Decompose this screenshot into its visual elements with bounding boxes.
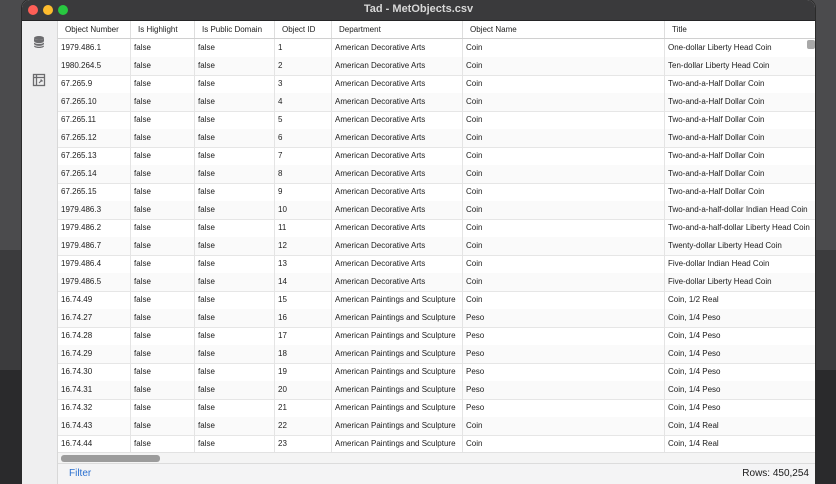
table-cell[interactable]: Coin bbox=[463, 57, 665, 75]
table-cell[interactable]: false bbox=[195, 237, 275, 255]
table-cell[interactable]: false bbox=[131, 183, 195, 201]
table-row[interactable] bbox=[58, 93, 815, 112]
table-cell[interactable]: 67.265.14 bbox=[58, 165, 131, 183]
table-cell[interactable]: Coin bbox=[463, 291, 665, 309]
table-cell[interactable]: false bbox=[195, 57, 275, 75]
table-cell[interactable]: Coin, 1/4 Real bbox=[668, 421, 719, 430]
pivot-icon[interactable] bbox=[32, 73, 46, 87]
table-cell[interactable]: 1979.486.1 bbox=[58, 39, 131, 57]
table-cell[interactable]: false bbox=[131, 327, 195, 345]
column-header[interactable]: Title bbox=[672, 25, 687, 34]
table-cell[interactable]: 13 bbox=[275, 255, 332, 273]
table-cell[interactable]: 1979.486.4 bbox=[58, 255, 131, 273]
table-cell[interactable]: 16.74.32 bbox=[58, 399, 131, 417]
table-cell[interactable]: 16.74.28 bbox=[58, 327, 131, 345]
table-cell[interactable]: 16.74.31 bbox=[58, 381, 131, 399]
table-cell[interactable]: American Decorative Arts bbox=[332, 39, 463, 57]
table-cell[interactable]: 14 bbox=[275, 273, 332, 291]
table-cell[interactable]: false bbox=[131, 291, 195, 309]
table-cell[interactable]: Coin, 1/4 Real bbox=[668, 439, 719, 448]
table-cell[interactable]: Peso bbox=[463, 381, 665, 399]
table-row[interactable] bbox=[58, 327, 815, 346]
table-cell[interactable]: Two-and-a-Half Dollar Coin bbox=[668, 169, 765, 178]
table-row[interactable] bbox=[58, 219, 815, 238]
table-cell[interactable]: 9 bbox=[275, 183, 332, 201]
table-cell[interactable]: Two-and-a-Half Dollar Coin bbox=[668, 133, 765, 142]
table-cell[interactable]: 7 bbox=[275, 147, 332, 165]
table-cell[interactable]: 1979.486.2 bbox=[58, 219, 131, 237]
table-cell[interactable]: 12 bbox=[275, 237, 332, 255]
table-cell[interactable]: Coin bbox=[463, 201, 665, 219]
table-cell[interactable]: false bbox=[131, 39, 195, 57]
horizontal-scrollbar-thumb[interactable] bbox=[61, 455, 160, 462]
database-icon[interactable] bbox=[32, 35, 46, 49]
table-cell[interactable]: false bbox=[195, 111, 275, 129]
table-cell[interactable]: American Decorative Arts bbox=[332, 129, 463, 147]
table-cell[interactable]: 11 bbox=[275, 219, 332, 237]
table-cell[interactable]: false bbox=[131, 111, 195, 129]
column-header[interactable]: Object ID bbox=[275, 21, 332, 38]
table-cell[interactable]: 21 bbox=[275, 399, 332, 417]
table-cell[interactable]: false bbox=[131, 417, 195, 435]
table-cell[interactable]: false bbox=[195, 273, 275, 291]
table-cell[interactable]: Coin, 1/4 Peso bbox=[668, 385, 721, 394]
table-cell[interactable]: American Decorative Arts bbox=[332, 273, 463, 291]
table-cell[interactable]: Coin, 1/2 Real bbox=[668, 295, 719, 304]
table-cell[interactable]: false bbox=[195, 345, 275, 363]
table-cell[interactable]: 16.74.29 bbox=[58, 345, 131, 363]
table-cell[interactable]: 16.74.27 bbox=[58, 309, 131, 327]
table-cell[interactable]: false bbox=[195, 201, 275, 219]
table-cell[interactable]: false bbox=[131, 435, 195, 453]
table-cell[interactable]: false bbox=[195, 399, 275, 417]
table-cell[interactable]: false bbox=[131, 219, 195, 237]
table-cell[interactable]: Coin, 1/4 Peso bbox=[668, 313, 721, 322]
table-cell[interactable]: Coin bbox=[463, 93, 665, 111]
table-cell[interactable]: false bbox=[131, 381, 195, 399]
table-cell[interactable]: Coin bbox=[463, 435, 665, 453]
table-cell[interactable]: Coin, 1/4 Peso bbox=[668, 403, 721, 412]
table-cell[interactable]: 18 bbox=[275, 345, 332, 363]
table-cell[interactable]: Five-dollar Indian Head Coin bbox=[668, 259, 770, 268]
table-cell[interactable]: American Decorative Arts bbox=[332, 201, 463, 219]
table-cell[interactable]: Coin, 1/4 Peso bbox=[668, 367, 721, 376]
table-cell[interactable]: American Paintings and Sculpture bbox=[332, 417, 463, 435]
table-cell[interactable]: Twenty-dollar Liberty Head Coin bbox=[668, 241, 782, 250]
table-cell[interactable]: Coin bbox=[463, 255, 665, 273]
table-cell[interactable]: Peso bbox=[463, 399, 665, 417]
table-cell[interactable]: false bbox=[195, 309, 275, 327]
table-cell[interactable]: 4 bbox=[275, 93, 332, 111]
data-grid[interactable] bbox=[58, 21, 815, 463]
table-cell[interactable]: American Paintings and Sculpture bbox=[332, 309, 463, 327]
table-row[interactable] bbox=[58, 201, 815, 220]
table-cell[interactable]: false bbox=[131, 201, 195, 219]
table-cell[interactable]: Two-and-a-Half Dollar Coin bbox=[668, 97, 765, 106]
table-cell[interactable]: 6 bbox=[275, 129, 332, 147]
table-cell[interactable]: 1979.486.3 bbox=[58, 201, 131, 219]
table-cell[interactable]: One-dollar Liberty Head Coin bbox=[668, 43, 772, 52]
table-cell[interactable]: 67.265.9 bbox=[58, 75, 131, 93]
table-cell[interactable]: Ten-dollar Liberty Head Coin bbox=[668, 61, 770, 70]
table-cell[interactable]: Five-dollar Liberty Head Coin bbox=[668, 277, 772, 286]
table-cell[interactable]: American Decorative Arts bbox=[332, 93, 463, 111]
table-cell[interactable]: Two-and-a-half-dollar Indian Head Coin bbox=[668, 205, 808, 214]
table-cell[interactable]: false bbox=[195, 363, 275, 381]
row-count: Rows: 450,254 bbox=[742, 468, 809, 479]
table-cell[interactable]: false bbox=[131, 237, 195, 255]
table-row[interactable] bbox=[58, 291, 815, 310]
table-cell[interactable]: 67.265.12 bbox=[58, 129, 131, 147]
table-cell[interactable]: 17 bbox=[275, 327, 332, 345]
horizontal-scrollbar[interactable] bbox=[58, 452, 815, 463]
table-cell[interactable]: Coin, 1/4 Peso bbox=[668, 349, 721, 358]
title-bar[interactable] bbox=[22, 0, 815, 21]
table-cell[interactable]: Two-and-a-Half Dollar Coin bbox=[668, 151, 765, 160]
table-cell[interactable]: 67.265.15 bbox=[58, 183, 131, 201]
table-cell[interactable]: 10 bbox=[275, 201, 332, 219]
table-cell[interactable]: false bbox=[131, 273, 195, 291]
table-cell[interactable]: 1980.264.5 bbox=[58, 57, 131, 75]
table-cell[interactable]: false bbox=[195, 147, 275, 165]
table-cell[interactable]: 15 bbox=[275, 291, 332, 309]
table-cell[interactable]: American Paintings and Sculpture bbox=[332, 291, 463, 309]
column-header[interactable]: Object Number bbox=[58, 21, 131, 38]
table-cell[interactable]: 67.265.11 bbox=[58, 111, 131, 129]
table-cell[interactable]: Two-and-a-Half Dollar Coin bbox=[668, 187, 765, 196]
table-cell[interactable]: American Decorative Arts bbox=[332, 219, 463, 237]
table-cell[interactable]: 23 bbox=[275, 435, 332, 453]
column-header[interactable]: Is Public Domain bbox=[195, 21, 275, 38]
table-cell[interactable]: 16.74.44 bbox=[58, 435, 131, 453]
table-cell[interactable]: Coin bbox=[463, 165, 665, 183]
table-cell[interactable]: 16.74.30 bbox=[58, 363, 131, 381]
table-row[interactable] bbox=[58, 237, 815, 256]
table-cell[interactable]: 1 bbox=[275, 39, 332, 57]
table-cell[interactable]: false bbox=[195, 129, 275, 147]
table-cell[interactable]: Coin bbox=[463, 147, 665, 165]
table-row[interactable] bbox=[58, 309, 815, 328]
table-cell[interactable]: American Decorative Arts bbox=[332, 183, 463, 201]
table-row[interactable] bbox=[58, 417, 815, 436]
table-cell[interactable]: false bbox=[131, 165, 195, 183]
table-row[interactable] bbox=[58, 345, 815, 364]
table-cell[interactable]: 16.74.43 bbox=[58, 417, 131, 435]
table-cell[interactable]: false bbox=[131, 57, 195, 75]
column-header[interactable]: Object Name bbox=[463, 21, 665, 38]
table-row[interactable] bbox=[58, 381, 815, 400]
table-cell[interactable]: 16 bbox=[275, 309, 332, 327]
table-cell[interactable]: 22 bbox=[275, 417, 332, 435]
table-cell[interactable]: false bbox=[131, 93, 195, 111]
table-cell[interactable]: false bbox=[131, 363, 195, 381]
table-row[interactable] bbox=[58, 75, 815, 94]
table-cell[interactable]: false bbox=[131, 129, 195, 147]
column-header[interactable]: Is Highlight bbox=[131, 21, 195, 38]
table-row[interactable] bbox=[58, 363, 815, 382]
table-cell[interactable]: false bbox=[195, 255, 275, 273]
table-cell[interactable]: false bbox=[131, 147, 195, 165]
table-cell[interactable]: Coin bbox=[463, 183, 665, 201]
app-window bbox=[22, 0, 815, 484]
table-cell[interactable]: 3 bbox=[275, 75, 332, 93]
table-cell[interactable]: false bbox=[195, 435, 275, 453]
table-cell[interactable]: Coin bbox=[463, 273, 665, 291]
table-cell[interactable]: American Decorative Arts bbox=[332, 237, 463, 255]
table-cell[interactable]: Two-and-a-Half Dollar Coin bbox=[668, 79, 765, 88]
table-row[interactable] bbox=[58, 165, 815, 184]
table-cell[interactable]: American Paintings and Sculpture bbox=[332, 345, 463, 363]
table-cell[interactable]: false bbox=[195, 39, 275, 57]
table-row[interactable] bbox=[58, 183, 815, 202]
table-cell[interactable]: false bbox=[195, 381, 275, 399]
table-cell[interactable]: Peso bbox=[463, 327, 665, 345]
table-cell[interactable]: American Decorative Arts bbox=[332, 57, 463, 75]
table-cell[interactable]: 20 bbox=[275, 381, 332, 399]
table-cell[interactable]: false bbox=[195, 417, 275, 435]
table-row[interactable] bbox=[58, 111, 815, 130]
table-cell[interactable]: American Paintings and Sculpture bbox=[332, 435, 463, 453]
table-cell[interactable]: false bbox=[131, 75, 195, 93]
table-cell[interactable]: American Decorative Arts bbox=[332, 75, 463, 93]
table-cell[interactable]: Two-and-a-half-dollar Liberty Head Coin bbox=[668, 223, 810, 232]
table-cell[interactable]: American Decorative Arts bbox=[332, 255, 463, 273]
table-cell[interactable]: Peso bbox=[463, 309, 665, 327]
sidebar bbox=[22, 21, 58, 484]
table-cell[interactable]: false bbox=[195, 75, 275, 93]
footer-bar bbox=[58, 463, 815, 484]
table-row[interactable] bbox=[58, 39, 815, 58]
table-cell[interactable]: Coin bbox=[463, 39, 665, 57]
table-cell[interactable]: 16.74.49 bbox=[58, 291, 131, 309]
table-cell[interactable]: 8 bbox=[275, 165, 332, 183]
table-cell[interactable]: 1979.486.7 bbox=[58, 237, 131, 255]
table-cell[interactable]: American Decorative Arts bbox=[332, 147, 463, 165]
window-title: Tad - MetObjects.csv bbox=[363, 3, 474, 15]
table-cell[interactable]: Coin, 1/4 Peso bbox=[668, 331, 721, 340]
table-cell[interactable]: false bbox=[195, 93, 275, 111]
table-cell[interactable]: 67.265.13 bbox=[58, 147, 131, 165]
table-cell[interactable]: false bbox=[195, 291, 275, 309]
table-cell[interactable]: American Paintings and Sculpture bbox=[332, 327, 463, 345]
table-cell[interactable]: American Paintings and Sculpture bbox=[332, 381, 463, 399]
table-cell[interactable]: false bbox=[131, 309, 195, 327]
table-cell[interactable]: Coin bbox=[463, 417, 665, 435]
table-cell[interactable]: American Paintings and Sculpture bbox=[332, 399, 463, 417]
table-cell[interactable]: 19 bbox=[275, 363, 332, 381]
table-cell[interactable]: Coin bbox=[463, 75, 665, 93]
table-cell[interactable]: false bbox=[195, 327, 275, 345]
table-cell[interactable]: 5 bbox=[275, 111, 332, 129]
table-cell[interactable]: false bbox=[131, 399, 195, 417]
table-cell[interactable]: Coin bbox=[463, 129, 665, 147]
column-header-row bbox=[58, 21, 815, 39]
table-row[interactable] bbox=[58, 399, 815, 418]
table-cell[interactable]: 1979.486.5 bbox=[58, 273, 131, 291]
table-cell[interactable]: false bbox=[131, 345, 195, 363]
table-cell[interactable]: false bbox=[195, 183, 275, 201]
table-row[interactable] bbox=[58, 147, 815, 166]
column-header[interactable]: Department bbox=[332, 21, 463, 38]
table-cell[interactable]: 2 bbox=[275, 57, 332, 75]
table-cell[interactable]: American Decorative Arts bbox=[332, 111, 463, 129]
filter-link[interactable]: Filter bbox=[69, 468, 92, 479]
table-cell[interactable]: Peso bbox=[463, 345, 665, 363]
table-cell[interactable]: false bbox=[195, 165, 275, 183]
table-row[interactable] bbox=[58, 57, 815, 76]
table-cell[interactable]: American Decorative Arts bbox=[332, 165, 463, 183]
vertical-scrollbar-thumb[interactable] bbox=[807, 40, 815, 49]
table-cell[interactable]: Coin bbox=[463, 219, 665, 237]
table-row[interactable] bbox=[58, 273, 815, 292]
table-cell[interactable]: Coin bbox=[463, 111, 665, 129]
table-cell[interactable]: Peso bbox=[463, 363, 665, 381]
table-cell[interactable]: Two-and-a-Half Dollar Coin bbox=[668, 115, 765, 124]
table-cell[interactable]: American Paintings and Sculpture bbox=[332, 363, 463, 381]
table-row[interactable] bbox=[58, 255, 815, 274]
table-cell[interactable]: false bbox=[131, 255, 195, 273]
table-cell[interactable]: 67.265.10 bbox=[58, 93, 131, 111]
table-cell[interactable]: Coin bbox=[463, 237, 665, 255]
table-cell[interactable]: false bbox=[195, 219, 275, 237]
table-row[interactable] bbox=[58, 129, 815, 148]
